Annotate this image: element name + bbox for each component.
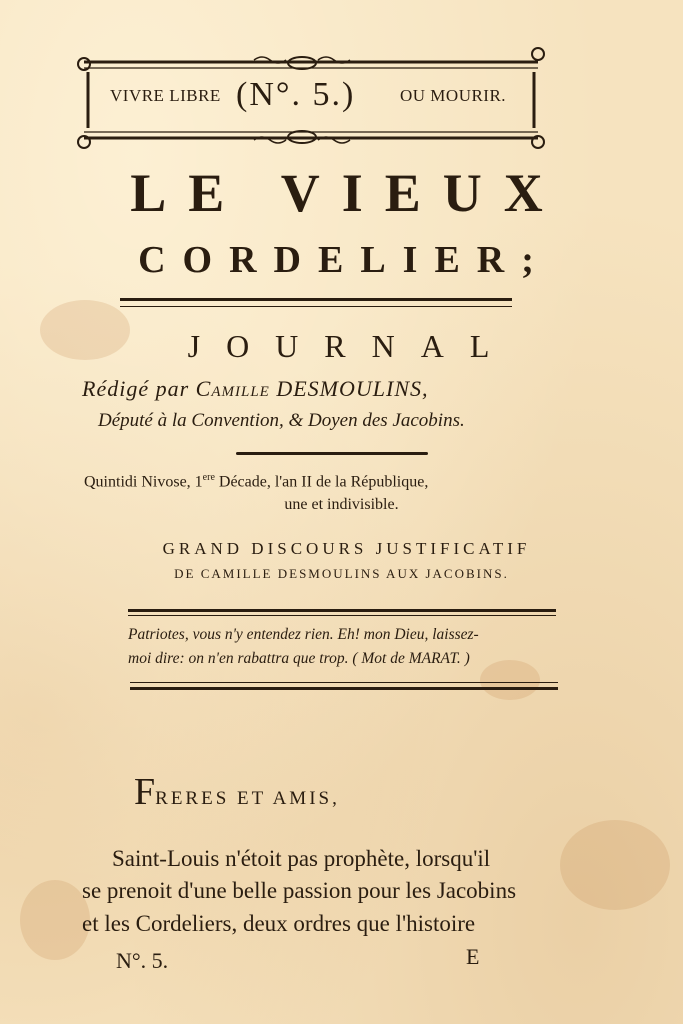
body-line-3: et les Cordeliers, deux ordres que l'histoire: [82, 911, 476, 936]
date-line-2: une et indivisible.: [284, 496, 399, 513]
author-line: [82, 376, 429, 402]
epigraph-rule-bottom: [130, 687, 558, 690]
date-part-a: Quintidi Nivose, 1: [84, 473, 203, 491]
salutation-initial: F: [134, 771, 156, 813]
stain: [20, 880, 90, 960]
salutation: [134, 770, 340, 814]
body-line-2: se prenoit d'une belle passion pour les Jacobins: [82, 878, 517, 903]
catchword: E: [466, 944, 480, 969]
epigraph-line-1: Patriotes, vous n'y entendez rien. Eh! mon Dieu, laissez-: [128, 626, 479, 643]
discours-subtitle: DE CAMILLE DESMOULINS AUX JACOBINS.: [174, 566, 509, 581]
author-role: Député à la Convention, & Doyen des Jacobins.: [98, 410, 465, 431]
motto-left: VIVRE LIBRE: [110, 86, 221, 105]
epigraph-rule-top: [128, 609, 556, 612]
date-superscript: ere: [202, 472, 215, 483]
journal-heading: JOURNAL: [187, 328, 516, 364]
salutation-rest: RERES ET AMIS,: [155, 788, 340, 809]
title-line-2: CORDELIER;: [138, 239, 551, 281]
redige-prefix: Rédigé par: [82, 376, 190, 401]
date-line-1: [84, 472, 564, 491]
issue-number: (N°. 5.): [236, 76, 356, 113]
body-line-1: Saint-Louis n'étoit pas prophète, lorsqu'il: [112, 846, 491, 871]
short-rule: [236, 452, 428, 455]
date-part-b: Décade, l'an II de la République,: [214, 473, 429, 491]
title-rule: [120, 298, 512, 301]
epigraph-line-2: moi dire: on n'en rabattra que trop. ( Mot de MARAT. ): [128, 650, 470, 667]
signature-mark: N°. 5.: [116, 948, 169, 973]
author-name: Camille DESMOULINS,: [195, 376, 429, 401]
title-line-1: LE VIEUX: [130, 163, 565, 223]
discours-title: GRAND DISCOURS JUSTIFICATIF: [162, 539, 531, 558]
epigraph-rule-top-thin: [128, 615, 556, 616]
title-rule-thin: [120, 306, 512, 307]
epigraph-rule-bottom-thin: [130, 682, 558, 683]
motto-right: OU MOURIR.: [400, 86, 507, 105]
stain: [480, 660, 540, 700]
